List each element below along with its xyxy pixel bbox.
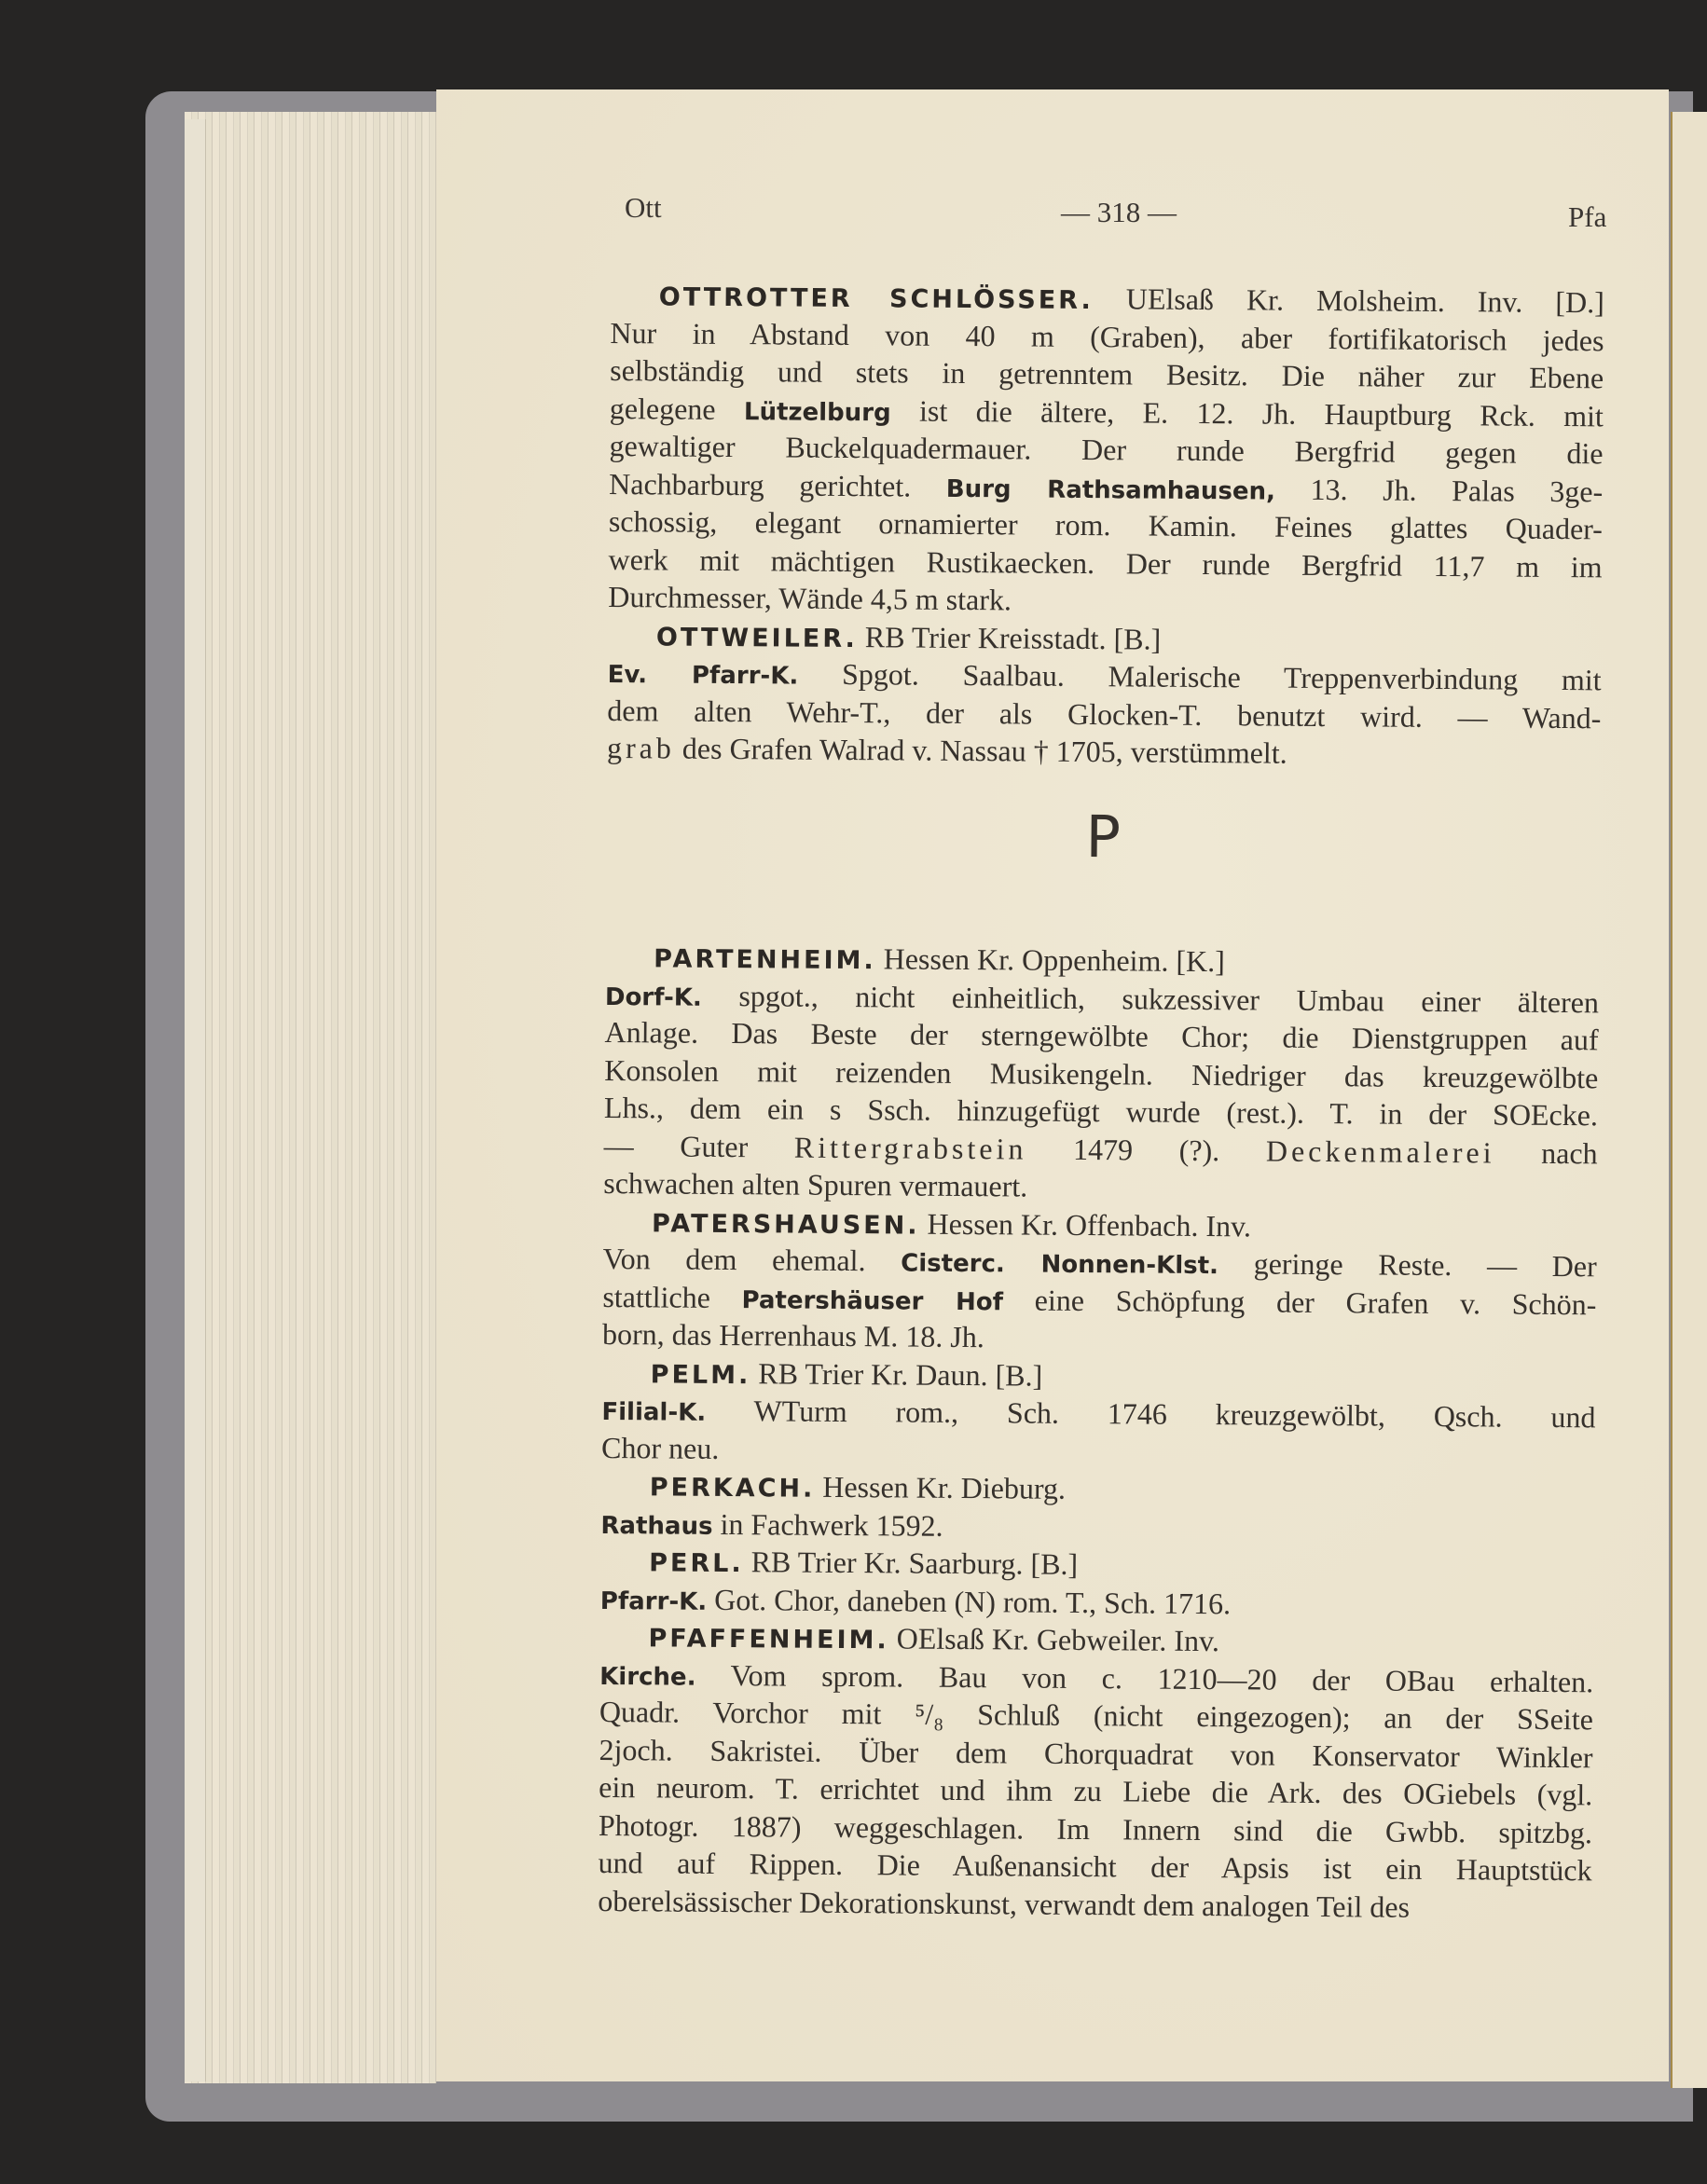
text-run: Konsolen mit reizenden Musikengeln. Niedriger das kreuzgewölbte [604, 1052, 1599, 1094]
text-run: Photogr. 1887) weggeschlagen. Im Innern sind die Gwbb. spitzbg. [598, 1807, 1593, 1849]
entry-place-name: PERKACH. [649, 1473, 816, 1504]
text-run: 2joch. Sakristei. Über dem Chorquadrat von Konservator Winkler [599, 1732, 1593, 1774]
text-run: Got. Chor, daneben (N) rom. T., Sch. 1716. [707, 1582, 1232, 1620]
text-run: UElsaß Kr. Molsheim. Inv. [D.] [1093, 282, 1604, 320]
bold-term: Dorf-K. [604, 982, 702, 1012]
text-run: Durchmesser, Wände 4,5 m stark. [608, 579, 1012, 617]
page-body-text [598, 276, 1604, 1927]
bold-term: Kirche. [599, 1662, 696, 1692]
text-run: eine Schöpfung der Grafen v. Schön- [1002, 1282, 1597, 1321]
bold-term: Rathaus [600, 1511, 713, 1541]
entry-place-name: PATERSHAUSEN. [651, 1208, 920, 1241]
text-run: Hessen Kr. Oppenheim. [K.] [875, 941, 1225, 979]
text-line [601, 1391, 1595, 1436]
text-run: Nur in Abstand von 40 m (Graben), aber fortifikatorisch jedes [610, 315, 1604, 357]
text-run: selbständig und stets in getrenntem Besitz. Die näher zur Ebene [610, 352, 1604, 395]
text-run: spgot., nicht einheitlich, sukzessiver Umbau einer älteren [701, 978, 1600, 1019]
bold-term: Pfarr-K. [599, 1586, 708, 1616]
text-line [598, 1881, 1591, 1927]
text-run: ist die ältere, E. 12. Jh. Hauptburg Rck. mit [890, 392, 1604, 433]
entry-place-name: PELM. [650, 1359, 751, 1390]
facing-page-edge [1671, 112, 1707, 2088]
gazetteer-entry [603, 938, 1599, 1210]
spaced-term: grab [606, 730, 676, 765]
bold-term: Patershäuser Hof [741, 1285, 1004, 1316]
section-letter-heading: P [1085, 803, 1122, 872]
text-run: geringe Reste. — Der [1218, 1246, 1597, 1284]
bold-term: Lützelburg [743, 397, 891, 427]
entry-place-name: OTTROTTER SCHLÖSSER. [658, 282, 1094, 316]
text-run: schossig, elegant ornamierter rom. Kamin. Feines glattes Quader- [608, 503, 1604, 546]
text-run: des Grafen Walrad v. Nassau † 1705, verstümmelt. [674, 731, 1287, 770]
text-run: Spgot. Saalbau. Malerische Treppenverbindung mit [798, 656, 1602, 697]
text-run: Hessen Kr. Offenbach. Inv. [919, 1206, 1252, 1243]
text-run: Quadr. Vorchor mit ⁵/₈ Schluß (nicht eingezogen); an der SSeite [599, 1694, 1594, 1737]
text-run: schwachen alten Spuren vermauert. [603, 1165, 1028, 1203]
text-run: und auf Rippen. Die Außenansicht der Apsis ist ein Hauptstück [598, 1845, 1592, 1888]
entry-place-name: OTTWEILER. [655, 622, 858, 653]
page-number: — 318 — [1061, 196, 1177, 228]
text-run: Chor neu. [600, 1430, 720, 1465]
text-run: oberelsässischer Dekorationskunst, verwandt dem analogen Teil des [598, 1883, 1411, 1924]
text-run: nach [1494, 1134, 1598, 1170]
text-run: Nachbarburg gerichtet. [609, 466, 946, 503]
spaced-term: Rittergrabstein [793, 1130, 1027, 1166]
text-run: OElsaß Kr. Gebweiler. Inv. [888, 1621, 1220, 1658]
text-run: born, das Herrenhaus M. 18. Jh. [601, 1316, 984, 1354]
running-head-left: Ott [625, 191, 662, 224]
gazetteer-entry [600, 1542, 1595, 1625]
gazetteer-entry [600, 1466, 1595, 1549]
page-stack-edges [185, 112, 436, 2083]
gazetteer-entry [602, 1202, 1597, 1360]
text-run: RB Trier Kr. Saarburg. [B.] [743, 1545, 1079, 1581]
bold-term: Filial-K. [601, 1397, 707, 1427]
text-run: gelegene [609, 391, 745, 426]
bold-term: Ev. Pfarr-K. [607, 660, 799, 691]
entry-place-name: PARTENHEIM. [654, 944, 876, 976]
text-run: dem alten Wehr-T., der als Glocken-T. benutzt wird. — Wand- [607, 693, 1602, 735]
text-run: stattliche [602, 1279, 742, 1314]
entry-place-name: PFAFFENHEIM. [648, 1624, 889, 1655]
text-run: Vom sprom. Bau von c. 1210—20 der OBau erhalten. [695, 1657, 1594, 1698]
text-run: Von dem ehemal. [602, 1241, 902, 1278]
text-run: RB Trier Kreisstadt. [B.] [857, 619, 1162, 656]
text-run: RB Trier Kr. Daun. [B.] [750, 1355, 1043, 1393]
text-run: 1479 (?). [1026, 1132, 1267, 1168]
text-run: in Fachwerk 1592. [712, 1506, 943, 1543]
text-run: — Guter [603, 1128, 794, 1164]
gazetteer-entry [598, 1617, 1594, 1927]
bold-term: Cisterc. Nonnen-Klst. [901, 1249, 1219, 1281]
entry-place-name: PERL. [649, 1548, 744, 1579]
gazetteer-entry [601, 1353, 1596, 1474]
gazetteer-entry [608, 276, 1604, 624]
text-run: Lhs., dem ein s Ssch. hinzugefügt wurde (rest.). T. in der SOEcke. [603, 1090, 1599, 1133]
running-head-right: Pfa [1568, 200, 1607, 233]
text-run: Anlage. Das Beste der sterngewölbte Chor; die Dienstgruppen auf [604, 1014, 1599, 1057]
flyleaf-edge [185, 119, 206, 2081]
text-run: werk mit mächtigen Rustikaecken. Der runde Bergfrid 11,7 m im [608, 542, 1603, 584]
text-run: WTurm rom., Sch. 1746 kreuzgewölbt, Qsch. und [706, 1393, 1596, 1435]
spaced-term: Deckenmalerei [1265, 1133, 1495, 1169]
text-run: ein neurom. T. errichtet und ihm zu Liebe die Ark. des OGiebels (vgl. [599, 1769, 1593, 1812]
text-run: 13. Jh. Palas 3ge- [1274, 472, 1604, 508]
text-run: Hessen Kr. Dieburg. [815, 1469, 1067, 1505]
text-run: gewaltiger Buckelquadermauer. Der runde Bergfrid gegen die [609, 428, 1604, 471]
bold-term: Burg Rathsamhausen, [945, 474, 1276, 506]
